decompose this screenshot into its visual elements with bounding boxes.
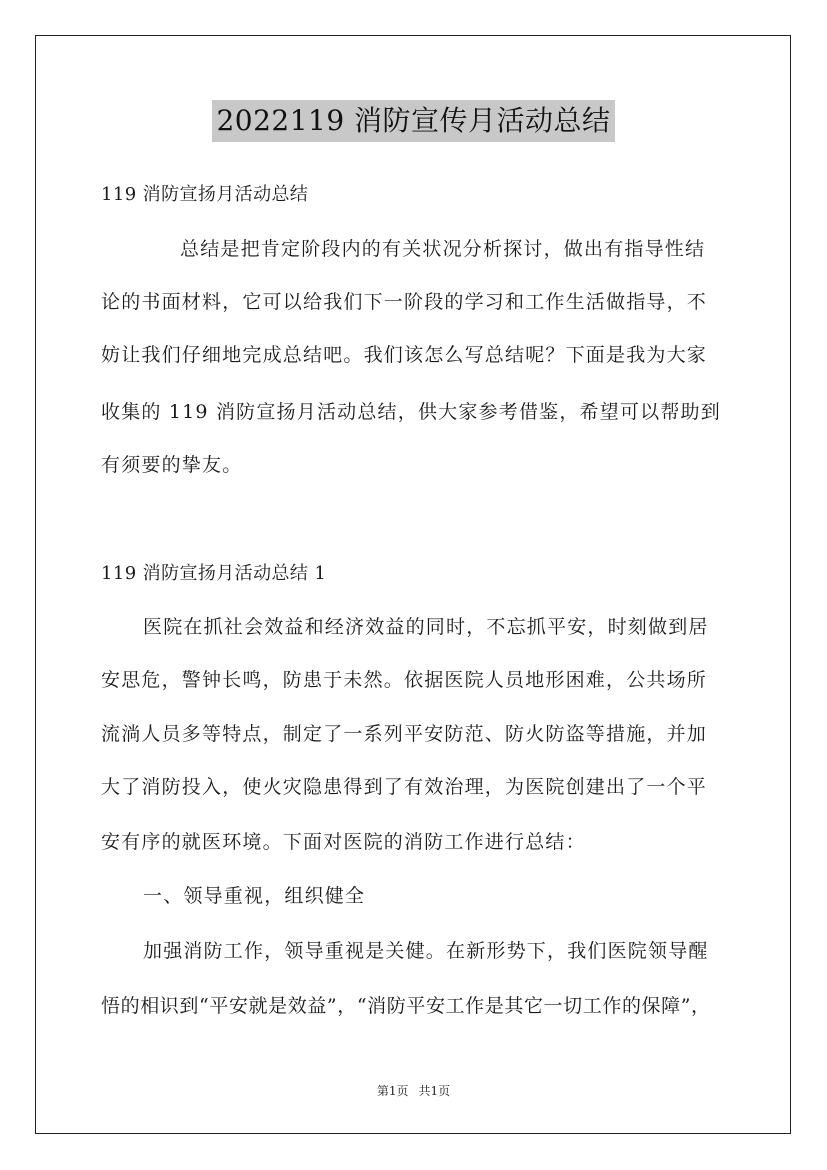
page-total: 共1页 (418, 1084, 451, 1098)
title-container (0, 100, 827, 142)
section-line: 安思危，警钟长鸣，防患于未然。依据医院人员地形困难，公共场所 (101, 669, 708, 691)
section-line: 大了消防投入，使火灾隐患得到了有效治理，为医院创建出了一个平 (101, 776, 708, 798)
page-current: 第1页 (376, 1084, 409, 1098)
section-line: 流淌人员多等特点，制定了一系列平安防范、防火防盗等措施，并加 (101, 723, 708, 745)
page-footer (0, 1083, 827, 1099)
document-subtitle: 119 消防宣扬月活动总结 (101, 184, 309, 205)
section-title: 119 消防宣扬月活动总结 1 (101, 563, 327, 584)
section-line: 医院在抓社会效益和经济效益的同时，不忘抓平安，时刻做到居 (143, 616, 709, 638)
paragraph-line: 加强消防工作，领导重视是关健。在新形势下，我们医院领导醒 (143, 940, 709, 962)
intro-line: 有须要的挚友。 (101, 454, 243, 476)
paragraph-line: 悟的相识到“平安就是效益”，“消防平安工作是其它一切工作的保障”， (101, 995, 711, 1017)
intro-line: 论的书面材料，它可以给我们下一阶段的学习和工作生活做指导，不 (101, 291, 708, 313)
intro-line: 总结是把肯定阶段内的有关状况分析探讨，做出有指导性结 (180, 238, 706, 260)
intro-line: 收集的 119 消防宣扬月活动总结，供大家参考借鉴，希望可以帮助到 (101, 401, 721, 423)
intro-line: 妨让我们仔细地完成总结吧。我们该怎么写总结呢？下面是我为大家 (101, 344, 708, 366)
heading-one: 一、领导重视，组织健全 (143, 885, 366, 907)
document-title: 2022119 消防宣传月活动总结 (212, 100, 614, 142)
section-line: 安有序的就医环境。下面对医院的消防工作进行总结： (101, 831, 586, 853)
